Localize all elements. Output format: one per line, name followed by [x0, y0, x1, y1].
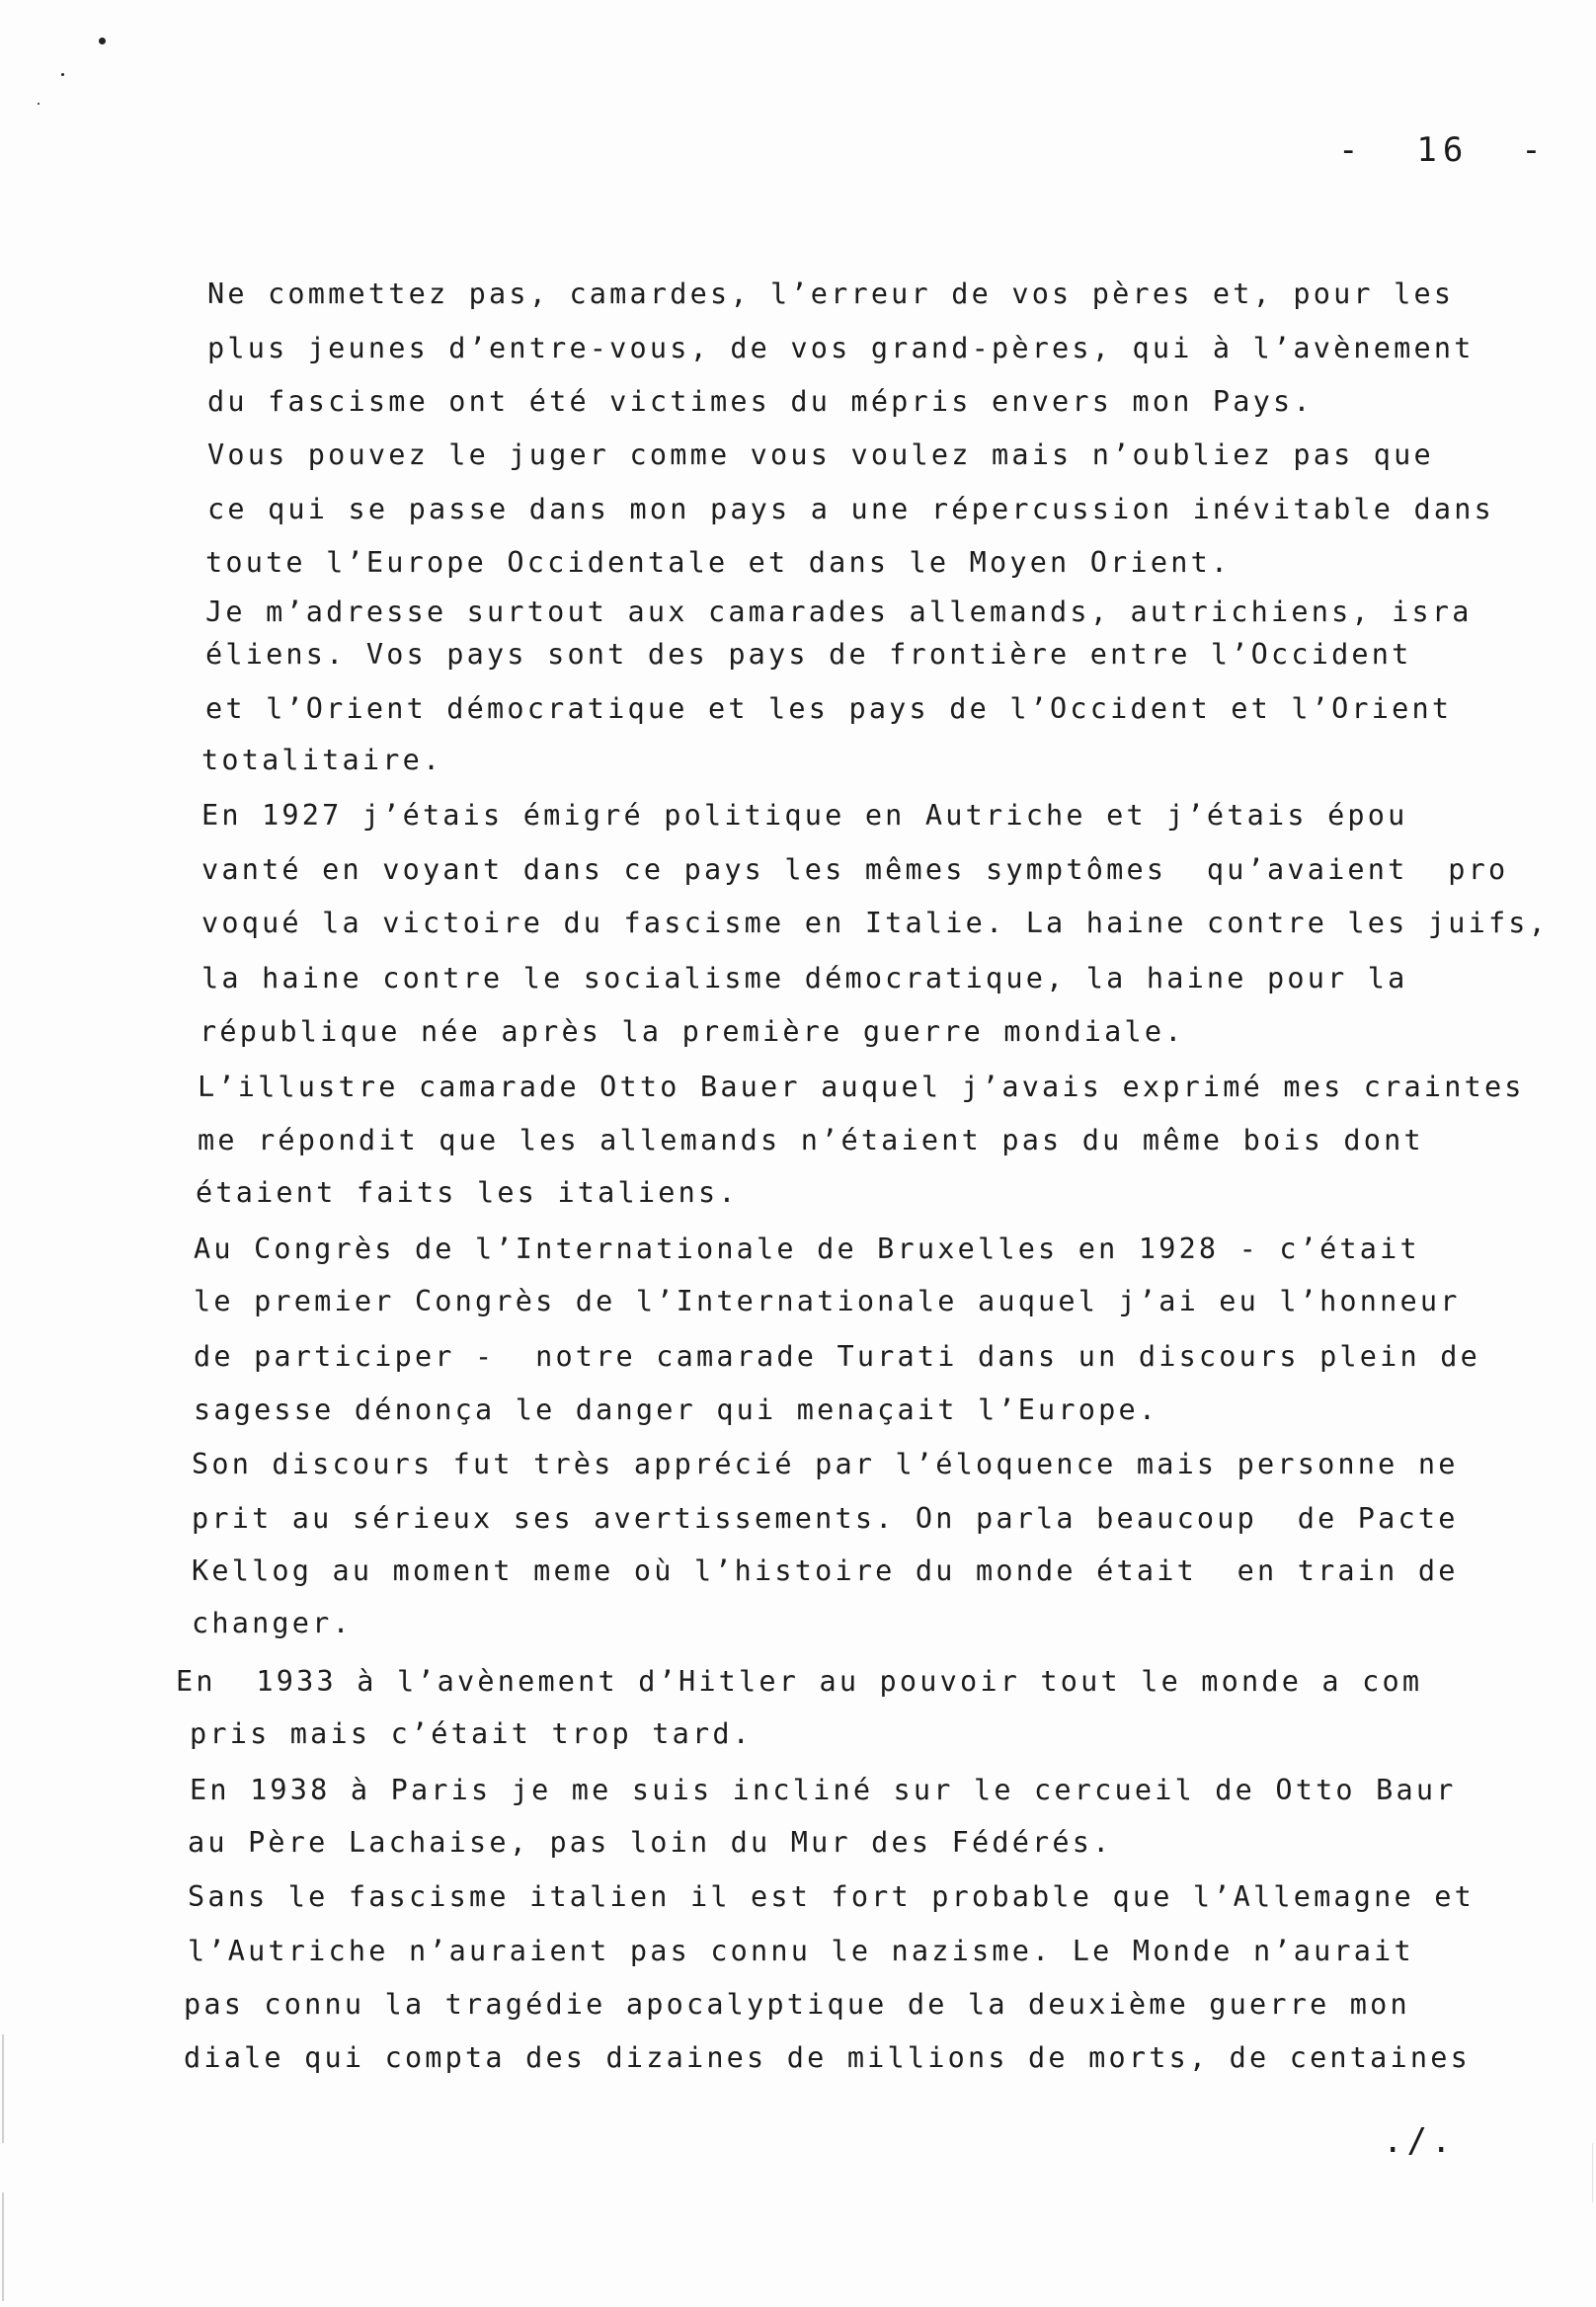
text-line: totalitaire.: [201, 744, 443, 776]
text-line: et l’Orient démocratique et les pays de l’Occident et l’Orient: [205, 692, 1453, 725]
text-line: Ne commettez pas, camardes, l’erreur de vos pères et, pour les: [207, 278, 1455, 310]
text-line: toute l’Europe Occidentale et dans le Moyen Orient.: [205, 546, 1232, 579]
text-line: Vous pouvez le juger comme vous voulez mais n’oubliez pas que: [207, 438, 1434, 471]
text-line: Son discours fut très apprécié par l’éloquence mais personne ne: [192, 1448, 1459, 1480]
page-number: - 16 -: [1338, 130, 1548, 170]
left-scan-edge: [2, 2034, 4, 2143]
text-line: la haine contre le socialisme démocratique, la haine pour la: [201, 962, 1408, 994]
text-line: du fascisme ont été victimes du mépris envers mon Pays.: [207, 385, 1314, 418]
text-line: me répondit que les allemands n’étaient pas du même bois dont: [198, 1124, 1424, 1156]
text-line: Kellog au moment meme où l’histoire du monde était en train de: [192, 1554, 1459, 1587]
text-line: changer.: [192, 1607, 353, 1639]
text-line: Sans le fascisme italien il est fort probable que l’Allemagne et: [188, 1880, 1475, 1913]
left-scan-edge: [2, 2192, 4, 2301]
ink-speck: [99, 38, 106, 44]
text-line: L’illustre camarade Otto Bauer auquel j’avais exprimé mes craintes: [198, 1071, 1525, 1103]
text-line: le premier Congrès de l’Internationale auquel j’ai eu l’honneur: [194, 1285, 1461, 1317]
text-line: Je m’adresse surtout aux camarades allemands, autrichiens, isra: [205, 596, 1473, 628]
ink-speck: [38, 103, 40, 105]
text-line: En 1938 à Paris je me suis incliné sur le cercueil de Otto Baur: [190, 1774, 1457, 1806]
text-line: éliens. Vos pays sont des pays de frontière entre l’Occident: [205, 638, 1412, 671]
text-line: sagesse dénonça le danger qui menaçait l’Europe.: [194, 1393, 1159, 1426]
text-line: l’Autriche n’auraient pas connu le nazisme. Le Monde n’aurait: [188, 1935, 1414, 1967]
text-line: vanté en voyant dans ce pays les mêmes symptômes qu’avaient pro: [201, 853, 1509, 886]
text-line: Au Congrès de l’Internationale de Bruxelles en 1928 - c’était: [194, 1233, 1420, 1265]
right-scan-edge: [1592, 2143, 1593, 2202]
text-line: pris mais c’était trop tard.: [190, 1717, 754, 1750]
text-line: de participer - notre camarade Turati dans un discours plein de: [194, 1340, 1480, 1373]
text-line: pas connu la tragédie apocalyptique de la deuxième guerre mon: [184, 1988, 1410, 2021]
text-line: république née après la première guerre mondiale.: [200, 1015, 1185, 1048]
ink-speck: [61, 73, 64, 76]
text-line: plus jeunes d’entre-vous, de vos grand-pères, qui à l’avènement: [207, 332, 1475, 364]
continuation-mark: ./.: [1383, 2121, 1456, 2161]
text-line: au Père Lachaise, pas loin du Mur des Fédérés.: [188, 1826, 1113, 1859]
text-line: En 1927 j’étais émigré politique en Autriche et j’étais épou: [201, 799, 1408, 832]
text-line: En 1933 à l’avènement d’Hitler au pouvoir tout le monde a com: [176, 1665, 1423, 1698]
text-line: ce qui se passe dans mon pays a une répercussion inévitable dans: [207, 493, 1494, 525]
text-line: étaient faits les italiens.: [196, 1176, 739, 1209]
text-line: voqué la victoire du fascisme en Italie. La haine contre les juifs,: [201, 907, 1550, 939]
text-line: diale qui compta des dizaines de millions de morts, de centaines: [184, 2041, 1471, 2074]
text-line: prit au sérieux ses avertissements. On parla beaucoup de Pacte: [192, 1502, 1459, 1535]
